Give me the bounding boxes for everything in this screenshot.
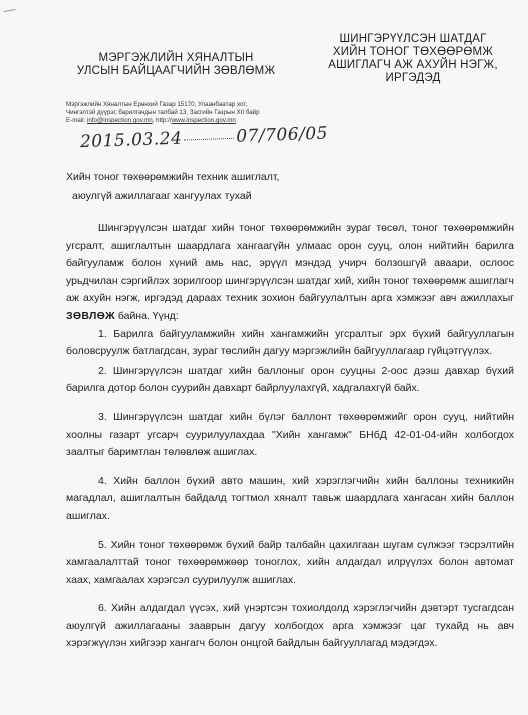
list-item: 5. Хийн тоног төхөөрөмж бүхий байр талбайн цахилгаан шугам сүлжээг тэсрэлтийн хамгаалалттай тоног төхөөрөмжөөр тоноглох, хийн алдагдал илрүүлэх болон автомат хаах, хамгаалах хэрэгсэл суурилуулж ашиглах. [66,538,514,586]
recipient-line-4: ИРГЭДЭД [385,72,441,84]
website-prefix: http:// [156,117,172,124]
scan-mark [4,9,17,16]
contact-line: E-mail: info@inspection.gov.mn, http://www.inspection.gov.mn [66,117,236,124]
address-line-2: Чингэлтэй дүүрэг, барилгачдын талбай 13, Засгийн Газрын XII байр [66,109,260,116]
list-item: 2. Шингэрүүлсэн шатдаг хийн баллоныг орон сууцны 2-оос дээш давхар бүхий барилга дотор болон суурийн давхарт байрлуулахгүй, хадгалахгүй байх. [66,364,514,395]
list-item: 3. Шингэрүүлсэн шатдаг хийн бүлэг баллонт төхөөрөмжийг орон сууц, нийтийн хоолны газарт угсарч суурилуулахдаа "Хийн хангамж" БНбД 42-01-04-ийн холбогдох заалтыг баримтлан төлөвлөж ашиглах. [66,410,514,459]
subject-line-2: аюулгүй ажиллагааг хангуулах тухай [72,190,252,202]
recipient-line-3: АШИГЛАГЧ АЖ АХУЙН НЭГЖ, [328,59,498,71]
intro-paragraph [66,220,514,326]
letter-body [66,220,514,664]
intro-keyword: ЗӨВЛӨЖ [66,309,115,322]
list-item: 6. Хийн алдагдал үүсэх, хий үнэртсэн тохиолдолд хэрэглэгчийн дэвтэрт тусгагдсан аюулгүй ажиллагааны зааврын дагуу холбогдох арга хэмжээг цаг тухайд нь авч хэрэгжүүлэн хийгээр хангагч болон онцгой байдлын байгууллагад мэдэгдэх. [66,602,514,650]
list-item: 4. Хийн баллон бүхий авто машин, хий хэрэглэгчийн хийн баллоны техникийн магадлал, ашиглалтын байдалд тогтмол хяналт тавьж шаардлага хангасан хийн баллон ашиглах. [66,474,514,522]
list-item: 1. Барилга байгууламжийн хийн хангамжийн угсралтыг эрх бүхий байгууллагын боловсруулж батлагдсан, зураг төслийн дагуу мэргэжлийн байгууллагаар гүйцэтгүүлэх. [66,327,514,358]
intro-text: Шингэрүүлсэн шатдаг хийн тоног төхөөрөмжийн зураг төсөл, тоног төхөөрөмжийн угсралт, ашиглалтын шаардлага хангаагүйн улмаас орон сууц, олон нийтийн барилга байгууламж болон хүний амь нас, эрүүл мэндэд учирч болзошгүй аваари, ослоос урьдчилан сэргийлэх зорилгоор шингэрүүлсэн шатдаг хий, хийн тоног төхөөрөмж ашиглагч аж ахуйн нэгж, иргэдэд дараах техник зохион байгуулалтын арга хэмжээг авч ажиллахыг [66,222,514,305]
intro-end: байна. Үүнд: [117,309,179,322]
recipient-line-1: ШИНГЭРҮҮЛСЭН ШАТДАГ [339,33,487,45]
website-link[interactable]: www.inspection.gov.mn [171,117,236,124]
issuer-block [60,52,292,78]
issuer-line-1: МЭРГЭЖЛИЙН ХЯНАЛТЫН [98,52,254,64]
registration-line [79,123,329,153]
dotted-separator [184,138,234,141]
recipient-line-2: ХИЙН ТОНОГ ТӨХӨӨРӨМЖ [332,46,494,58]
letter-number: 07/706/05 [235,123,329,147]
subject-block [66,168,326,206]
subject-line-1: Хийн тоног төхөөрөмжийн техник ашиглалт, [66,171,280,183]
address-line-1: Мэргэжлийн Хяналтын Ерөнхий Газар 15170, Улаанбаатар хот, [66,101,248,108]
issuer-line-2: УЛСЫН БАЙЦААГЧИЙН ЗӨВЛӨМЖ [76,65,276,77]
address-block [66,101,316,125]
recipient-block [318,33,508,85]
email-link[interactable]: info@inspection.gov.mn [87,117,153,124]
letter-date: 2015.03.24 [79,128,183,153]
email-label: E-mail: [66,117,86,124]
